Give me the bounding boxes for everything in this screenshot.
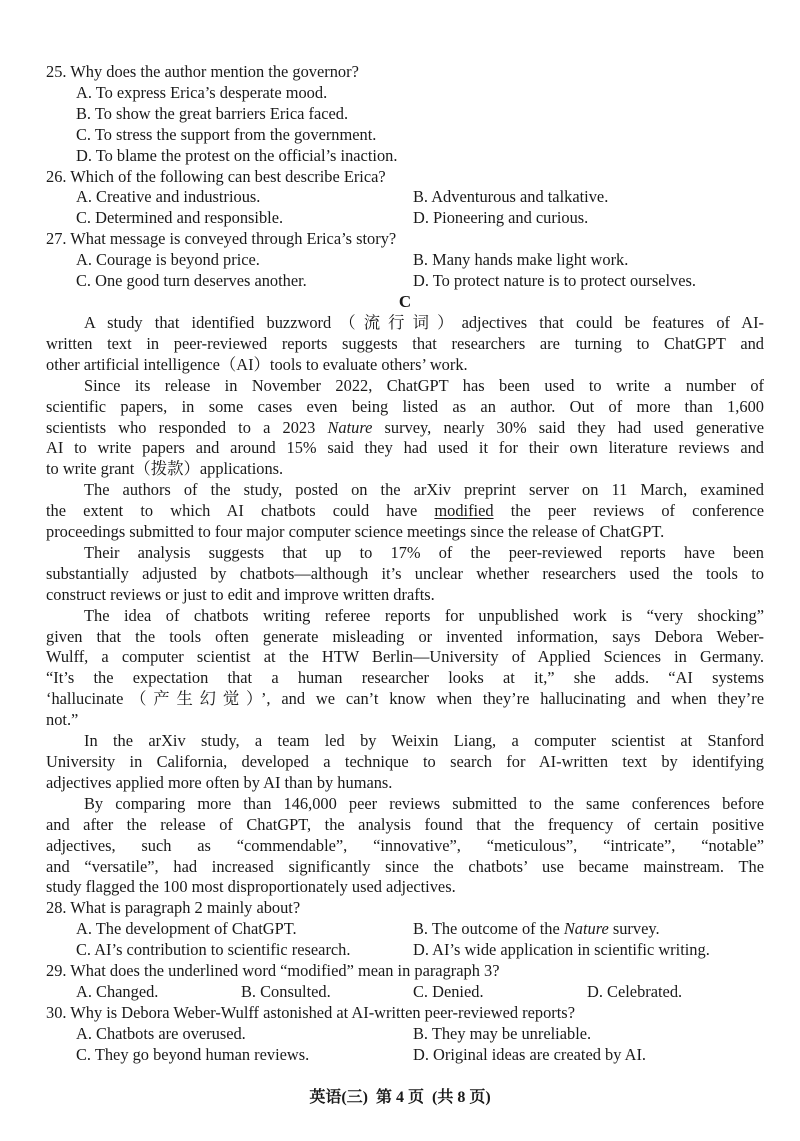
text-line: and after the release of ChatGPT, the analysis found that the frequency of certain positive bbox=[46, 814, 764, 834]
paragraph-2 bbox=[46, 376, 764, 481]
journal-name: Nature bbox=[327, 417, 373, 437]
text-line: written text in peer-reviewed reports suggests that researchers are turning to ChatGPT and bbox=[46, 333, 764, 353]
footer-page-number: 第 4 页 bbox=[375, 1089, 424, 1106]
section-label: C bbox=[398, 291, 412, 311]
text-line: other artificial intelligence（AI）tools to evaluate others’ work. bbox=[46, 354, 468, 374]
text-line: Since its release in November 2022, ChatGPT has been used to write a number of bbox=[84, 375, 764, 395]
question-stem: 26. Which of the following can best describe Erica? bbox=[46, 166, 386, 186]
page-footer bbox=[0, 1088, 800, 1109]
option-d: D. Celebrated. bbox=[587, 981, 683, 1001]
option-c: C. One good turn deserves another. bbox=[76, 271, 307, 291]
option-d: D. To protect nature is to protect ourselves. bbox=[413, 271, 697, 291]
paragraph-7 bbox=[46, 794, 764, 899]
footer-page-total: (共 8 页) bbox=[432, 1089, 491, 1106]
option-b bbox=[413, 919, 660, 940]
question-stem: 27. What message is conveyed through Erica’s story? bbox=[46, 229, 397, 249]
option-d: D. Original ideas are created by AI. bbox=[413, 1044, 647, 1064]
text-line: adjectives applied more often by AI than by humans. bbox=[46, 772, 393, 792]
option-b: B. Consulted. bbox=[241, 981, 331, 1001]
option-a: A. The development of ChatGPT. bbox=[76, 919, 297, 939]
option-a: A. Chatbots are overused. bbox=[76, 1023, 246, 1043]
paragraph-6 bbox=[46, 731, 764, 794]
text-line: adjectives, such as “commendable”, “innovative”, “meticulous”, “intricate”, “notable” bbox=[46, 835, 764, 855]
option-c: C. To stress the support from the government. bbox=[76, 124, 377, 144]
text-run: B. The outcome of the bbox=[413, 919, 564, 939]
text-line bbox=[46, 501, 764, 522]
journal-name: Nature bbox=[563, 919, 609, 939]
question-26 bbox=[46, 167, 764, 230]
text-run: the peer reviews of conference bbox=[493, 501, 764, 521]
text-line: to write grant（拨款）applications. bbox=[46, 459, 284, 479]
paragraph-4 bbox=[46, 543, 764, 606]
option-a: A. To express Erica’s desperate mood. bbox=[76, 82, 328, 102]
option-c: C. Determined and responsible. bbox=[76, 208, 284, 228]
text-line: University in California, developed a technique to search for AI-written text by identifying bbox=[46, 752, 764, 771]
question-stem: 30. Why is Debora Weber-Wulff astonished at AI-written peer-reviewed reports? bbox=[46, 1002, 575, 1022]
paragraph-3 bbox=[46, 480, 764, 543]
text-line: AI to write papers and around 15% said they had used it for their own literature reviews and bbox=[46, 438, 764, 458]
text-run: the extent to which AI chatbots could have bbox=[46, 501, 435, 521]
question-stem: 29. What does the underlined word “modified” mean in paragraph 3? bbox=[46, 961, 500, 981]
footer-subject: 英语(三) bbox=[309, 1089, 368, 1106]
text-line: By comparing more than 146,000 peer reviews submitted to the same conferences before bbox=[84, 793, 764, 813]
text-line: The authors of the study, posted on the arXiv preprint server on 11 March, examined bbox=[84, 480, 764, 500]
question-stem: 25. Why does the author mention the governor? bbox=[46, 62, 359, 81]
text-line: and “versatile”, had increased significantly since the chatbots’ use became mainstream. The bbox=[46, 856, 764, 876]
option-a: A. Changed. bbox=[76, 981, 159, 1001]
question-25 bbox=[46, 62, 764, 167]
question-stem: 28. What is paragraph 2 mainly about? bbox=[46, 898, 301, 918]
option-c: C. AI’s contribution to scientific research. bbox=[76, 940, 351, 960]
option-b: B. They may be unreliable. bbox=[413, 1023, 592, 1043]
text-line: In the arXiv study, a team led by Weixin Liang, a computer scientist at Stanford bbox=[84, 731, 764, 751]
text-line: The idea of chatbots writing referee reports for unpublished work is “very shocking” bbox=[84, 605, 764, 625]
text-line: construct reviews or just to edit and improve written drafts. bbox=[46, 584, 435, 604]
text-line: proceedings submitted to four major computer science meetings since the release of ChatGPT. bbox=[46, 522, 665, 542]
text-line: substantially adjusted by chatbots—although it’s unclear whether researchers used the tools to bbox=[46, 563, 764, 583]
option-a: A. Courage is beyond price. bbox=[76, 250, 260, 270]
option-d: D. Pioneering and curious. bbox=[413, 208, 589, 228]
text-line bbox=[46, 418, 764, 439]
text-line: Their analysis suggests that up to 17% of the peer-reviewed reports have been bbox=[84, 542, 764, 562]
text-line: A study that identified buzzword（流行词）adjectives that could be features of AI- bbox=[84, 312, 764, 332]
paragraph-5 bbox=[46, 606, 764, 731]
paragraph-1 bbox=[46, 313, 764, 376]
text-run: survey. bbox=[608, 919, 660, 939]
option-a: A. Creative and industrious. bbox=[76, 187, 261, 207]
option-c: C. Denied. bbox=[413, 981, 484, 1001]
option-b: B. To show the great barriers Erica faced. bbox=[76, 103, 349, 123]
option-b: B. Many hands make light work. bbox=[413, 250, 629, 270]
text-line: Wulff, a computer scientist at the HTW Berlin—University of Applied Sciences in Germany. bbox=[46, 647, 764, 667]
underlined-word: modified bbox=[434, 501, 494, 521]
text-line: “It’s the expectation that a human researcher looks at it,” she adds. “AI systems bbox=[46, 668, 764, 688]
text-line: ‘hallucinate（产生幻觉）’, and we can’t know when they’re hallucinating and when they’re bbox=[46, 689, 764, 709]
option-d: D. To blame the protest on the official’s inaction. bbox=[76, 145, 398, 165]
text-line: scientific papers, in some cases even being listed as an author. Out of more than 1,600 bbox=[46, 396, 764, 416]
question-30 bbox=[46, 1003, 764, 1066]
option-b: B. Adventurous and talkative. bbox=[413, 187, 609, 207]
text-run: scientists who responded to a 2023 bbox=[46, 417, 328, 437]
question-28 bbox=[46, 898, 764, 961]
question-29 bbox=[46, 961, 764, 1003]
text-line: study flagged the 100 most disproportionately used adjectives. bbox=[46, 877, 456, 897]
text-line: not.” bbox=[46, 710, 79, 730]
question-27 bbox=[46, 229, 764, 292]
option-d: D. AI’s wide application in scientific writing. bbox=[413, 940, 710, 960]
option-c: C. They go beyond human reviews. bbox=[76, 1044, 310, 1064]
text-line: given that the tools often generate misleading or invented information, says Debora Weber- bbox=[46, 626, 764, 646]
text-run: survey, nearly 30% said they had used generative bbox=[372, 417, 764, 437]
